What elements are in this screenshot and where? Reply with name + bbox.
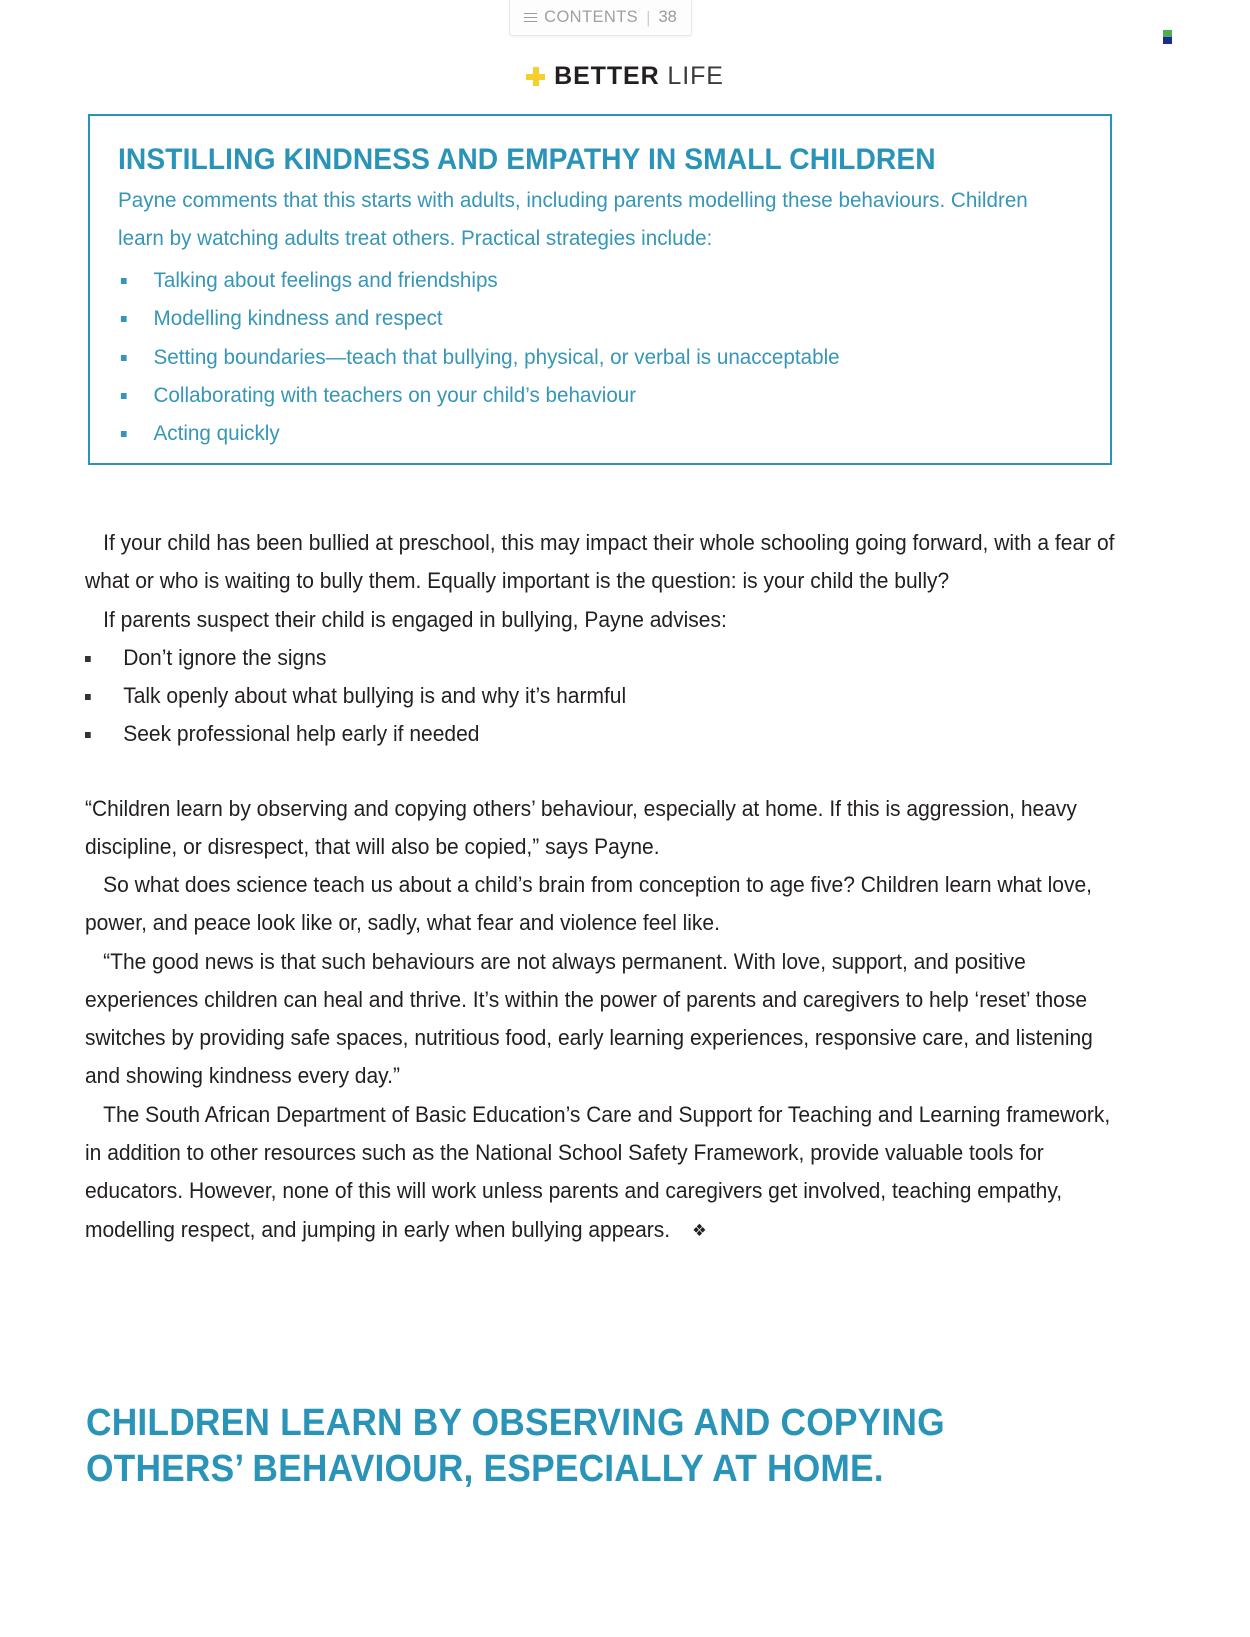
brand-light-word-text: LIFE xyxy=(667,62,724,90)
corner-marker-icon xyxy=(1163,30,1172,44)
paragraph-6-text: The South African Department of Basic Education’s Care and Support for Teaching and Learning framework, in addition to other resources such as the National School Safety Framework, provide valuable tools for educators. However, none of this will work unless parents and caregivers get involved, teaching empathy, modelling respect, and jumping in early when bullying appears. xyxy=(85,1101,1111,1242)
corner-marker-bottom xyxy=(1163,37,1172,44)
list-item xyxy=(118,414,1109,452)
list-item xyxy=(85,639,1153,677)
square-bullet-icon xyxy=(121,278,127,284)
paragraph-3: “Children learn by observing and copying others’ behaviour, especially at home. If this is aggression, heavy discipline, or disrespect, that will also be copied,” says Payne. xyxy=(85,795,1077,859)
list-item-label: Setting boundaries—teach that bullying, physical, or verbal is unacceptable xyxy=(153,344,840,369)
callout-strategy-list xyxy=(118,261,1084,452)
contents-pill[interactable] xyxy=(509,0,692,36)
list-item xyxy=(118,338,1109,376)
list-item-label: Don’t ignore the signs xyxy=(123,644,327,670)
list-item-label: Talk openly about what bullying is and why it’s harmful xyxy=(123,683,627,709)
paragraph-6 xyxy=(85,1096,1115,1249)
square-bullet-icon xyxy=(85,732,91,738)
brand-wordmark xyxy=(554,62,724,91)
brand-logo xyxy=(0,62,1250,91)
article-body xyxy=(85,524,1115,1249)
list-item xyxy=(85,715,1153,753)
corner-marker-top xyxy=(1163,30,1172,37)
advice-list xyxy=(85,639,1115,754)
pull-quote xyxy=(86,1400,1053,1493)
square-bullet-icon xyxy=(121,355,127,361)
page-number: 38 xyxy=(658,8,677,26)
paragraph-1: If your child has been bullied at preschool, this may impact their whole schooling going forward, with a fear of what or who is waiting to bully them. Equally important is the question: is your child the bully? xyxy=(85,530,1115,594)
list-item-label: Seek professional help early if needed xyxy=(123,721,480,747)
square-bullet-icon xyxy=(85,694,91,700)
square-bullet-icon xyxy=(121,393,127,399)
list-item-label: Modelling kindness and respect xyxy=(153,306,443,331)
list-item-label: Collaborating with teachers on your child’s behaviour xyxy=(153,382,637,407)
list-item xyxy=(85,677,1153,715)
paragraph-2: If parents suspect their child is engaged in bullying, Payne advises: xyxy=(103,606,727,632)
list-item-label: Talking about feelings and friendships xyxy=(153,268,498,293)
list-item-label: Acting quickly xyxy=(153,421,280,446)
square-bullet-icon xyxy=(85,656,91,662)
pull-quote-line-1: CHILDREN LEARN BY OBSERVING AND COPYING xyxy=(86,1402,945,1444)
callout-box xyxy=(88,114,1112,465)
paragraph-5: “The good news is that such behaviours are not always permanent. With love, support, and positive experiences children can heal and thrive. It’s within the power of parents and caregivers to help ‘reset’ those switches by providing safe spaces, nutritious food, early learning experiences, responsive care, and listening and showing kindness every day.” xyxy=(85,948,1093,1089)
pull-quote-line-2: OTHERS’ BEHAVIOUR, ESPECIALLY AT HOME. xyxy=(86,1448,884,1491)
brand-bold-word: BETTER xyxy=(554,62,660,90)
list-item xyxy=(118,299,1109,337)
callout-title: INSTILLING KINDNESS AND EMPATHY IN SMALL CHILDREN xyxy=(118,143,936,176)
contents-separator: | xyxy=(646,7,651,27)
square-bullet-icon xyxy=(121,316,127,322)
callout-intro: Payne comments that this starts with adults, including parents modelling these behaviours. Children learn by watching adults treat others. Practical strategies include: xyxy=(118,187,1028,250)
paragraph-4: So what does science teach us about a child’s brain from conception to age five? Children learn what love, power, and peace look like or, sadly, what fear and violence feel like. xyxy=(85,872,1092,936)
list-item xyxy=(118,376,1109,414)
hamburger-icon xyxy=(524,12,537,23)
paragraph-spacer xyxy=(85,754,1115,790)
end-of-article-floret-icon: ❖ xyxy=(692,1220,707,1240)
plus-icon xyxy=(526,67,545,86)
square-bullet-icon xyxy=(121,431,127,437)
list-item xyxy=(118,261,1109,299)
contents-label: CONTENTS xyxy=(544,8,639,26)
